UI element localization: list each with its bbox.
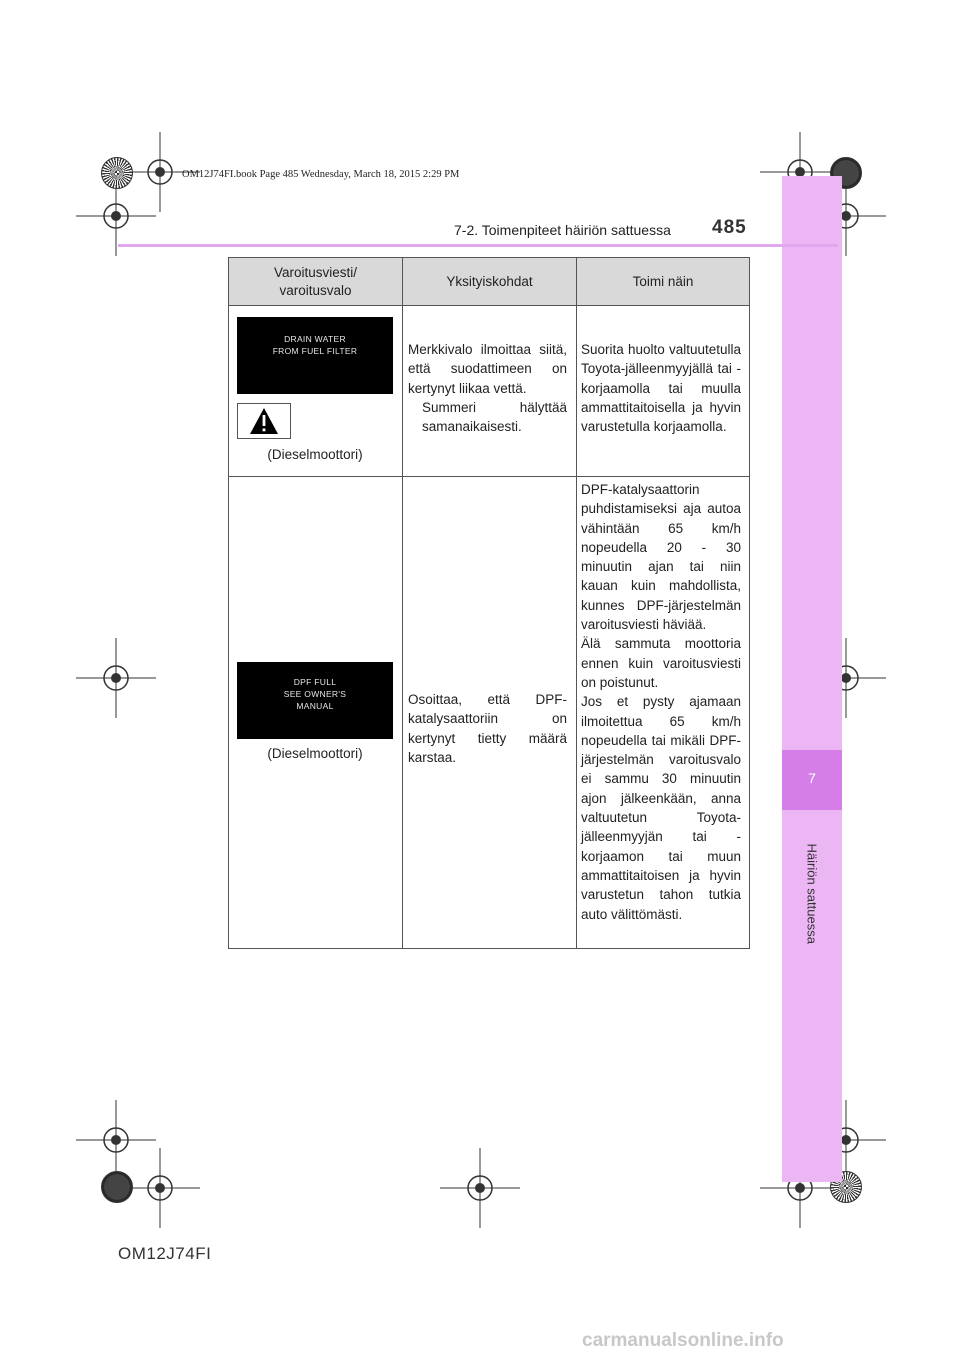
page-number: 485: [712, 217, 747, 238]
column-divider: [576, 258, 577, 948]
chapter-title: Häiriön sattuessa: [804, 843, 820, 944]
side-tab-strip: [782, 176, 842, 1182]
warning-light-box: [237, 403, 291, 439]
color-bar-sunburst-icon: [101, 157, 133, 189]
action-paragraph: DPF-katalysaattorin puhdistamiseksi aja autoa vähintään 65 km/h nopeudella 20 - 30 minuutin ajan tai niin kauan kuin mahdollista, kunnes DPF-järjestelmän varoitusviesti häviää.: [581, 482, 741, 633]
column-header-details: Yksityiskohdat: [446, 273, 533, 289]
action-text: [581, 480, 741, 924]
column-header-label: Varoitusviesti/ varoitusvalo: [273, 264, 358, 298]
column-divider: [402, 258, 403, 948]
display-message-dpf-full: [237, 662, 393, 739]
action-paragraph: Jos et pysty ajamaan ilmoitettua 65 km/h nopeudella tai mikäli DPF-järjestelmän varoitusvalo ei sammu 30 minuutin ajon jälkeenkään, anna valtuutetun Toyota-jälleenmyyjän tai -korjaamon tai muun ammattitaitoisen ja hyvin varustetun tahon tutkia auto välittömästi.: [581, 694, 741, 922]
details-paragraph: Merkkivalo ilmoittaa siitä, että suodattimeen on kertynyt liikaa vettä.: [408, 342, 567, 396]
display-line: DRAIN WATER: [284, 334, 346, 344]
action-paragraph: Älä sammuta moottoria ennen kuin varoitusviesti on poistunut.: [581, 636, 741, 690]
display-line: FROM FUEL FILTER: [272, 346, 358, 356]
display-line: MANUAL: [296, 701, 334, 711]
header-rule: [118, 244, 838, 247]
print-bookline: OM12J74FI.book Page 485 Wednesday, March 18, 2015 2:29 PM: [182, 169, 460, 180]
engine-type-caption: (Dieselmoottori): [267, 447, 363, 462]
section-title: 7-2. Toimenpiteet häiriön sattuessa: [454, 222, 671, 238]
details-note: Summeri hälyttää samanaikaisesti.: [422, 399, 567, 435]
table-header: [229, 258, 749, 306]
engine-type-caption: (Dieselmoottori): [267, 746, 363, 761]
details-text: [408, 340, 567, 436]
warning-table: [228, 257, 750, 949]
column-header-warning: [229, 258, 402, 305]
color-bar-dark-circle-icon: [101, 1171, 133, 1203]
manual-code: OM12J74FI: [118, 1244, 212, 1263]
row-divider: [229, 476, 749, 477]
details-text: Osoittaa, että DPF-katalysaattoriin on kertynyt tietty määrä karstaa.: [408, 692, 567, 765]
display-line: DPF FULL: [293, 677, 337, 687]
registration-mark-icon: [76, 638, 156, 718]
chapter-number: 7: [808, 770, 816, 786]
display-message-drain-water: [237, 317, 393, 394]
watermark: carmanualsonline.info: [582, 1330, 784, 1351]
warning-triangle-icon: [238, 404, 290, 438]
column-header-action: Toimi näin: [632, 273, 694, 289]
registration-mark-icon: [440, 1148, 520, 1228]
display-line: SEE OWNER'S: [283, 689, 347, 699]
action-text: Suorita huolto valtuutetulla Toyota-jälleenmyyjällä tai -korjaamolla tai muulla ammattitaitoisella ja hyvin varustetulla korjaamolla.: [581, 342, 741, 435]
